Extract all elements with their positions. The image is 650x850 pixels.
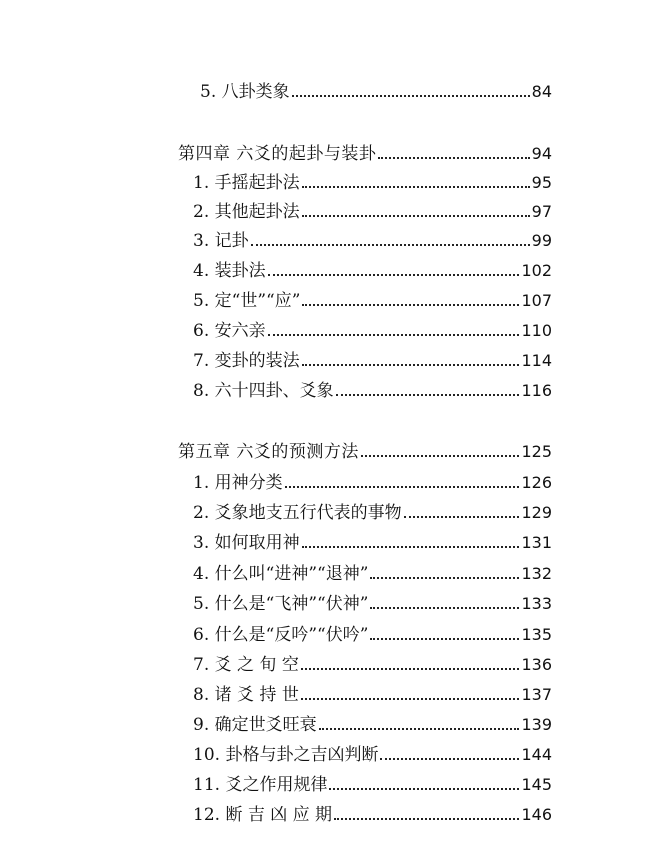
toc-entry-page: 97 (531, 202, 552, 221)
toc-entry (193, 772, 552, 798)
toc-entry-title: 1. 手摇起卦法 (193, 173, 300, 193)
toc-entry-page: 95 (531, 173, 552, 192)
toc-entry (193, 742, 552, 768)
toc-entry-title: 5. 什么是“飞神”“伏神” (193, 594, 369, 614)
toc-entry (193, 622, 552, 648)
toc-entry (193, 802, 552, 828)
toc-entry-page: 139 (521, 715, 552, 734)
toc-entry-title: 5. 八卦类象 (200, 82, 290, 102)
dot-leader (302, 546, 520, 548)
dot-leader (370, 638, 519, 640)
toc-entry-page: 144 (521, 745, 552, 764)
toc-entry (193, 652, 552, 678)
chapter-title: 第四章 六爻的起卦与装卦 (178, 144, 377, 164)
toc-entry-page: 126 (521, 473, 552, 492)
toc-entry (193, 378, 552, 404)
toc-entry (193, 470, 552, 496)
toc-entry-title: 10. 卦格与卦之吉凶判断 (193, 745, 379, 765)
dot-leader (334, 818, 519, 820)
toc-entry-title: 12. 断 吉 凶 应 期 (193, 805, 333, 825)
toc-entry (193, 682, 552, 708)
toc-entry-title: 9. 确定世爻旺衰 (193, 715, 317, 735)
dot-leader (292, 95, 530, 97)
dot-leader (301, 698, 520, 700)
toc-entry-title: 4. 装卦法 (193, 261, 266, 281)
dot-leader (319, 728, 520, 730)
toc-entry-title: 3. 记卦 (193, 231, 249, 251)
toc-entry-page: 136 (521, 655, 552, 674)
toc-entry (193, 228, 552, 254)
toc-entry (193, 591, 552, 617)
dot-leader (370, 577, 519, 579)
toc-entry-title: 2. 爻象地支五行代表的事物 (193, 503, 402, 523)
dot-leader (285, 486, 520, 488)
toc-entry-title: 3. 如何取用神 (193, 533, 300, 553)
dot-leader (302, 186, 530, 188)
toc-entry-page: 132 (521, 564, 552, 583)
dot-leader (404, 516, 520, 518)
toc-entry-page: 135 (521, 625, 552, 644)
toc-entry (193, 500, 552, 526)
dot-leader (251, 244, 530, 246)
toc-entry-title: 8. 六十四卦、爻象 (193, 381, 334, 401)
dot-leader (378, 157, 529, 159)
toc-entry (193, 318, 552, 344)
toc-entry (193, 348, 552, 374)
toc-entry-page: 110 (521, 321, 552, 340)
toc-entry (193, 288, 552, 314)
dot-leader (302, 215, 530, 217)
dot-leader (336, 394, 520, 396)
toc-entry-title: 7. 变卦的装法 (193, 351, 300, 371)
toc-entry-title: 11. 爻之作用规律 (193, 775, 328, 795)
toc-entry-page: 129 (521, 503, 552, 522)
toc-entry (200, 79, 552, 105)
toc-entry-page: 145 (521, 775, 552, 794)
chapter-page: 94 (531, 144, 552, 163)
toc-entry-title: 6. 什么是“反吟”“伏吟” (193, 625, 369, 645)
toc-entry-title: 5. 定“世”“应” (193, 291, 301, 311)
toc-entry-page: 137 (521, 685, 552, 704)
toc-entry-title: 6. 安六亲 (193, 321, 266, 341)
dot-leader (329, 788, 519, 790)
toc-entry-title: 2. 其他起卦法 (193, 202, 300, 222)
toc-entry-page: 107 (521, 291, 552, 310)
dot-leader (268, 274, 520, 276)
chapter-heading (178, 141, 552, 167)
toc-entry-title: 1. 用神分类 (193, 473, 283, 493)
chapter-heading (178, 439, 552, 465)
toc-entry (193, 561, 552, 587)
dot-leader (302, 364, 520, 366)
chapter-page: 125 (521, 442, 552, 461)
toc-entry (193, 258, 552, 284)
toc-entry-page: 146 (521, 805, 552, 824)
toc-entry-page: 99 (531, 231, 552, 250)
dot-leader (361, 455, 520, 457)
toc-entry (193, 170, 552, 196)
toc-entry-page: 116 (521, 381, 552, 400)
toc-entry-page: 102 (521, 261, 552, 280)
chapter-title: 第五章 六爻的预测方法 (178, 442, 359, 462)
toc-entry-title: 7. 爻 之 旬 空 (193, 655, 299, 675)
toc-entry-title: 8. 诸 爻 持 世 (193, 685, 299, 705)
dot-leader (268, 334, 520, 336)
dot-leader (301, 668, 520, 670)
toc-entry (193, 199, 552, 225)
toc-entry-page: 114 (521, 351, 552, 370)
dot-leader (380, 758, 519, 760)
toc-entry (193, 530, 552, 556)
dot-leader (302, 304, 519, 306)
toc-entry-page: 84 (531, 82, 552, 101)
toc-entry-page: 133 (521, 594, 552, 613)
dot-leader (370, 607, 519, 609)
toc-entry-title: 4. 什么叫“进神”“退神” (193, 564, 369, 584)
toc-entry (193, 712, 552, 738)
toc-entry-page: 131 (521, 533, 552, 552)
